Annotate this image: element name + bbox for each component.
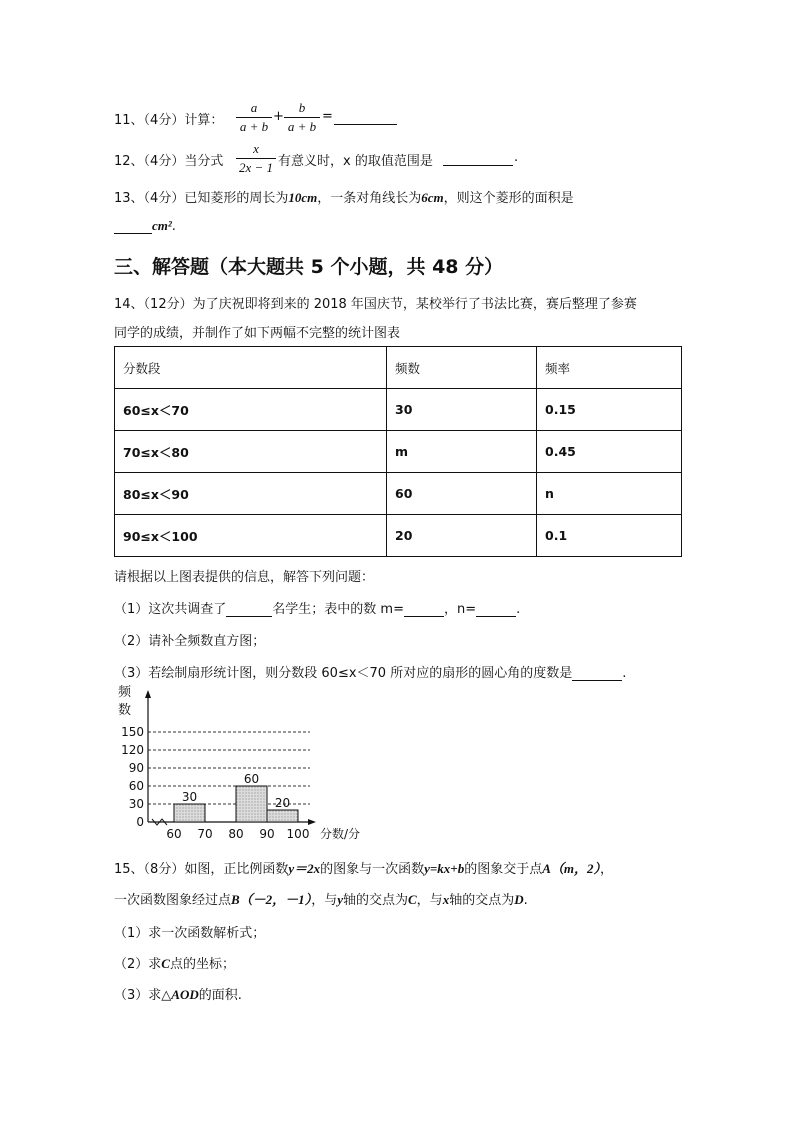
q15-sub3-aod: AOD: [171, 987, 199, 1002]
q11-equals: =: [322, 109, 333, 124]
y-tick-label: 150: [121, 725, 144, 739]
histogram-bar: [236, 786, 267, 822]
q12-suffix: 有意义时，x 的取值范围是: [278, 154, 433, 169]
frequency-table: [114, 346, 682, 557]
x-tick-label: 70: [197, 827, 213, 841]
histogram-bar: [174, 804, 205, 822]
q15-x-var: x: [442, 892, 450, 907]
y-tick-label: 90: [128, 761, 144, 775]
q12-frac-numerator: x: [253, 141, 259, 156]
q15-line1: [114, 858, 613, 877]
q14-sub1-text-b: 名学生；表中的数 m=: [272, 602, 404, 617]
q14-sub1-text-a: （1）这次共调查了: [114, 602, 227, 617]
q15-sub2: [114, 953, 235, 972]
q15-text-b: 的图象与一次函数: [320, 862, 425, 877]
table-cell: 60: [387, 473, 537, 515]
q15-text-i: 轴的交点为: [449, 893, 515, 908]
q14-blank-n[interactable]: [476, 602, 516, 617]
table-header-cell: 频数: [387, 347, 537, 389]
section-3-heading: 三、解答题（本大题共 5 个小题，共 48 分）: [114, 256, 504, 278]
q15-func-2: y=kx+b: [424, 861, 465, 876]
table-row: [115, 473, 682, 515]
q14-line1: 14、（12分）为了庆祝即将到来的 2018 年国庆节，某校举行了书法比赛，赛后整理了参赛: [114, 297, 637, 312]
y-tick-label: 0: [136, 815, 144, 829]
q11-fraction-1: [236, 100, 272, 135]
q11-frac2-denominator: a + b: [287, 119, 317, 134]
q11-frac1-numerator: a: [250, 100, 258, 115]
q15-text-d: ，: [600, 862, 614, 877]
bar-value-label: 60: [243, 772, 260, 786]
y-tick-label: 30: [128, 797, 144, 811]
q15-y-var: y: [337, 892, 343, 907]
q15-point-c: C: [408, 892, 417, 907]
q14-blank-m[interactable]: [404, 602, 444, 617]
q14-sub1-text-c: ，n=: [443, 602, 477, 617]
q11-plus: +: [273, 109, 284, 124]
x-axis-arrow: [308, 819, 316, 825]
table-header-cell: 频率: [537, 347, 682, 389]
q11-frac2-numerator: b: [298, 100, 306, 115]
q15-sub2-text-a: （2）求: [114, 957, 162, 972]
table-row: [115, 431, 682, 473]
q15-point-d: D: [514, 892, 524, 907]
bar-value-label: 30: [181, 790, 198, 804]
q15-line2: [114, 889, 528, 908]
histogram-bar: [267, 810, 298, 822]
table-header-row: [115, 347, 682, 389]
q15-text-h: ，与: [416, 893, 443, 908]
q11-fraction-2: [284, 100, 320, 135]
q13-line2: [114, 218, 176, 234]
q15-text-a: 15、（8分）如图，正比例函数: [114, 862, 289, 877]
y-tick-label: 120: [121, 743, 144, 757]
q13-perimeter: 10cm: [288, 190, 318, 205]
table-cell: 30: [387, 389, 537, 431]
q15-text-g: 轴的交点为: [342, 893, 408, 908]
table-cell: 20: [387, 515, 537, 557]
x-axis-label: 分数/分: [320, 827, 361, 841]
q15-sub2-c: C: [161, 956, 170, 971]
y-axis-label: 频: [118, 685, 132, 700]
q15-text-f: ，与: [311, 893, 338, 908]
x-tick-label: 60: [166, 827, 182, 841]
table-cell: 0.15: [537, 389, 682, 431]
bar-value-label: 20: [274, 796, 291, 810]
q11-frac1-denominator: a + b: [239, 119, 269, 134]
q13-diagonal: 6cm: [421, 190, 444, 205]
q12-fraction: [236, 141, 276, 176]
q14-sub3-text: （3）若绘制扇形统计图，则分数段 60≤x＜70 所对应的扇形的圆心角的度数是: [114, 666, 573, 681]
q15-sub2-text-b: 点的坐标；: [169, 957, 235, 972]
q14-line2: 同学的成绩，并制作了如下两幅不完整的统计图表: [114, 326, 401, 341]
q13-text-b: ，一条对角线长为: [317, 191, 422, 206]
axis-break-mark: [152, 819, 167, 825]
q15-text-c: 的图象交于点: [464, 862, 543, 877]
q12-frac-denominator: 2x − 1: [238, 160, 274, 175]
q14-blank-total[interactable]: [226, 602, 272, 617]
q14-sub1-text-d: .: [516, 602, 521, 617]
x-tick-label: 100: [286, 827, 310, 841]
table-cell: n: [537, 473, 682, 515]
q13-text-c: ，则这个菱形的面积是: [443, 191, 574, 206]
table-header-cell: 分数段: [115, 347, 387, 389]
q12-answer-blank[interactable]: [443, 151, 513, 166]
q14-intro: 请根据以上图表提供的信息，解答下列问题：: [114, 570, 375, 585]
table-cell: 70≤x＜80: [115, 431, 387, 473]
table-cell: 90≤x＜100: [115, 515, 387, 557]
q15-sub3-text-a: （3）求△: [114, 988, 172, 1003]
q12-end: .: [514, 150, 519, 165]
q15-text-e: 一次函数图象经过点: [114, 893, 232, 908]
q15-point-a: A（m，2）: [542, 861, 601, 876]
table-row: [115, 515, 682, 557]
table-cell: 60≤x＜70: [115, 389, 387, 431]
q11-answer-blank[interactable]: [334, 110, 397, 125]
q15-sub1: （1）求一次函数解析式；: [114, 926, 266, 941]
q14-sub2: （2）请补全频数直方图；: [114, 634, 266, 649]
q14-sub3-end: .: [622, 666, 627, 681]
y-axis-label: 数: [118, 703, 132, 718]
q15-func-1: y＝2x: [288, 861, 321, 876]
q13-answer-blank[interactable]: [114, 219, 152, 234]
table-cell: 80≤x＜90: [115, 473, 387, 515]
q14-sub3: [114, 662, 626, 681]
x-tick-label: 80: [228, 827, 244, 841]
q11-prefix: 11、（4分）计算：: [114, 113, 224, 128]
q14-sub1: [114, 598, 520, 617]
q12-prefix: 12、（4分）当分式: [114, 154, 224, 169]
table-cell: 0.1: [537, 515, 682, 557]
x-tick-label: 90: [259, 827, 275, 841]
q15-sub3: [114, 984, 242, 1003]
y-tick-label: 60: [128, 779, 144, 793]
q15-point-b: B（－2，－1）: [231, 892, 312, 907]
q13-text-a: 13、（4分）已知菱形的周长为: [114, 191, 289, 206]
y-axis-arrow: [145, 690, 151, 698]
frequency-histogram: [110, 684, 380, 846]
q13-unit: cm²: [152, 218, 172, 233]
table-cell: 0.45: [537, 431, 682, 473]
q15-sub3-text-b: 的面积.: [198, 988, 242, 1003]
q13-end: .: [171, 219, 176, 234]
q13-line1: [114, 187, 574, 206]
table-row: [115, 389, 682, 431]
table-cell: m: [387, 431, 537, 473]
q14-blank-angle[interactable]: [572, 666, 622, 681]
q15-text-j: .: [523, 893, 528, 908]
